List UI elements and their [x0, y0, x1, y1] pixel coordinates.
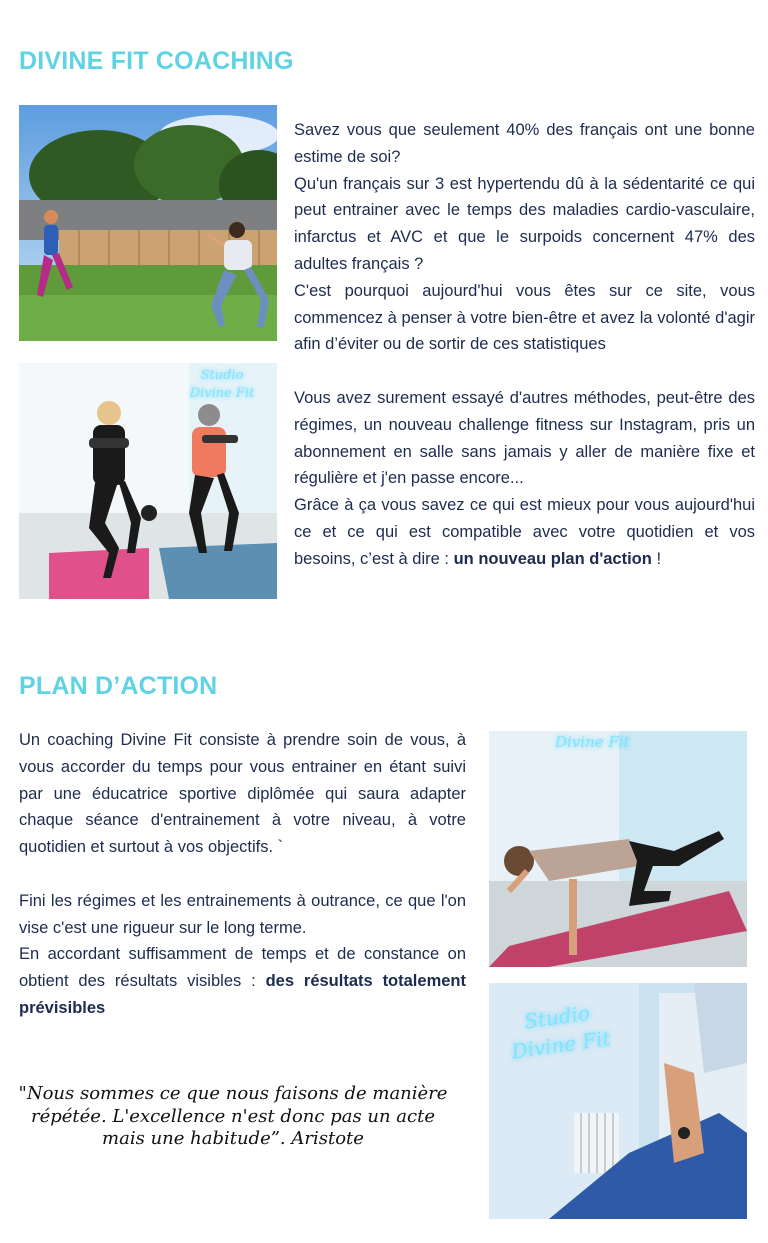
- mat-exercise-photo: [489, 731, 747, 967]
- new-plan-highlight: un nouveau plan d'action: [453, 549, 652, 568]
- neon-sign-divine-fit: Divine Fit: [555, 733, 630, 751]
- neon-sign-studio-large: Studio Divine Fit: [509, 1000, 612, 1064]
- intro-paragraph-3: Grâce à ça vous savez ce qui est mieux pour vous aujourd'hui ce et ce qui est compatible avec votre quotidien et vos besoins, c’est à dire : un nouveau plan d'action !: [294, 496, 755, 568]
- results-highlight: des résultats totalement prévisibles: [19, 972, 466, 1017]
- neon-sign-studio: Studio Divine Fit: [189, 368, 255, 401]
- intro-line-1: Savez vous que seulement 40% des français ont une bonne estime de soi?: [294, 121, 755, 166]
- intro-line-3: C'est pourquoi aujourd'hui vous êtes sur ce site, vous commencez à penser à votre bien-être et avez la volonté d'agir afin d’éviter ou de sortir de ces statistiques: [294, 281, 755, 354]
- aristote-quote: "Nous sommes ce que nous faisons de manière répétée. L'excellence n'est donc pas un acte mais une habitude”. Aristote: [18, 1083, 448, 1149]
- outdoor-lunge-photo: [19, 105, 277, 341]
- section-title-divine-fit-coaching: DIVINE FIT COACHING: [19, 47, 294, 75]
- plan-paragraph-2a: Fini les régimes et les entrainements à outrance, ce que l'on vise c'est une rigueur sur le long terme.: [19, 891, 466, 937]
- intro-line-2: Qu'un français sur 3 est hypertendu dû à la sédentarité ce qui peut entrainer avec le temps des maladies cardio-vasculaire, infarctus et AVC et que le surpoids concernent 47% des adultes français ?: [294, 174, 755, 273]
- section-title-plan-action: PLAN D’ACTION: [19, 672, 218, 700]
- plan-text-block: [19, 727, 466, 1022]
- intro-paragraph-2: Vous avez surement essayé d'autres méthodes, peut-être des régimes, un nouveau challenge fitness sur Instagram, pris un abonnement en salle sans jamais y aller de manière fixe et régulière et j'en passe encore...: [294, 388, 755, 488]
- plan-paragraph-2b: En accordant suffisamment de temps et de constance on obtient des résultats visibles : des résultats totalement prévisibles: [19, 945, 466, 1017]
- plan-paragraph-1: Un coaching Divine Fit consiste à prendre soin de vous, à vous accorder du temps pour vous entrainer en étant suivi par une éducatrice sportive diplômée qui saura adapter chaque séance d'entrainement à votre niveau, à votre quotidien et surtout à vos objectifs. `: [19, 731, 466, 857]
- studio-dumbbell-lunge-photo: [19, 363, 277, 599]
- intro-text-block: [294, 117, 755, 573]
- coach-stretch-photo: [489, 983, 747, 1219]
